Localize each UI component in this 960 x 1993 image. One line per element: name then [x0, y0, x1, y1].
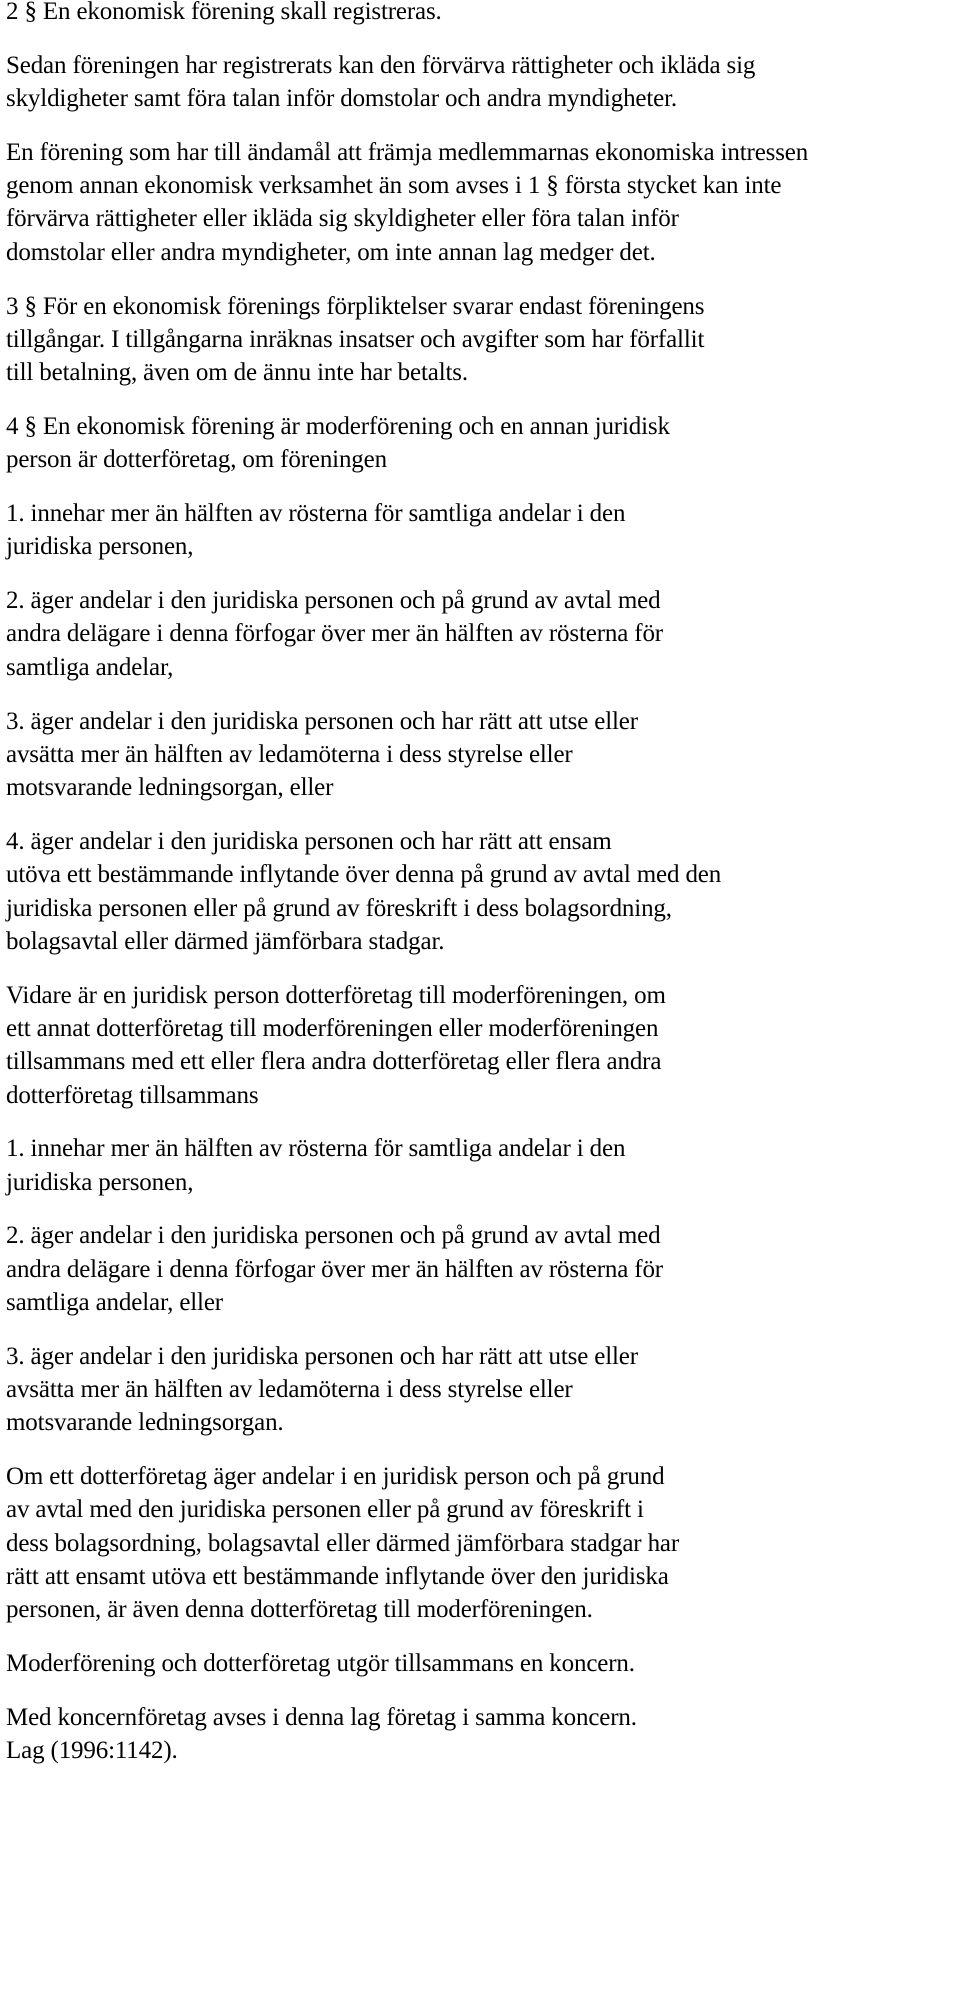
list-item-4: 4. äger andelar i den juridiska personen och har rätt att ensam utöva ett bestämmande inflytande över denna på grund av avtal med den juridiska personen eller på grund av föreskrift i dess bolagsordning, bolagsavtal eller därmed jämförbara stadgar. — [6, 827, 722, 955]
list-item-3-second: 3. äger andelar i den juridiska personen och har rätt att utse eller avsätta mer än hälften av ledamöterna i dess styrelse eller motsvarande ledningsorgan. — [6, 1342, 638, 1437]
paragraph-indirect-control: Om ett dotterföretag äger andelar i en juridisk person och på grund av avtal med den juridiska personen eller på grund av föreskrift i dess bolagsordning, bolagsavtal eller därmed jämförbara stadgar har rätt att ensamt utöva ett bestämmande inflytande över den juridiska personen, är även denna dotterföretag till moderföreningen. — [6, 1463, 680, 1624]
paragraph-other-activity: En förening som har till ändamål att främja medlemmarnas ekonomiska intressen genom annan ekonomisk verksamhet än som avses i 1 § första stycket kan inte förvärva rättigheter eller ikläda sig skyldigheter eller föra talan inför domstolar eller andra myndigheter, om inte annan lag medger det. — [6, 138, 809, 266]
list-item-2: 2. äger andelar i den juridiska personen och på grund av avtal med andra delägare i denna förfogar över mer än hälften av rösterna för samtliga andelar, — [6, 587, 663, 681]
list-item-1-second: 1. innehar mer än hälften av rösterna för samtliga andelar i den juridiska personen, — [6, 1135, 626, 1196]
list-item-3: 3. äger andelar i den juridiska personen och har rätt att utse eller avsätta mer än hälften av ledamöterna i dess styrelse eller motsvarande ledningsorgan, eller — [6, 707, 638, 802]
paragraph-section-3: 3 § För en ekonomisk förenings förpliktelser svarar endast föreningens tillgångar. I tillgångarna inräknas insatser och avgifter som har förfallit till betalning, även om de ännu inte har betalts. — [6, 292, 705, 387]
paragraph-registration-rights: Sedan föreningen har registrerats kan den förvärva rättigheter och ikläda sig skyldigheter samt föra talan inför domstolar och andra myndigheter. — [6, 51, 756, 113]
paragraph-group-companies: Med koncernföretag avses i denna lag företag i samma koncern. Lag (1996:1142). — [6, 1703, 637, 1765]
list-item-2-second: 2. äger andelar i den juridiska personen och på grund av avtal med andra delägare i denna förfogar över mer än hälften av rösterna för samtliga andelar, eller — [6, 1222, 663, 1316]
paragraph-section-2: 2 § En ekonomisk förening skall registreras. — [6, 0, 442, 25]
paragraph-subsidiary: Vidare är en juridisk person dotterföretag till moderföreningen, om ett annat dotterföretag till moderföreningen eller moderföreningen tillsammans med ett eller flera andra dotterföretag eller flera andra dotterföretag tillsammans — [6, 981, 666, 1109]
paragraph-group: Moderförening och dotterföretag utgör tillsammans en koncern. — [6, 1650, 635, 1678]
paragraph-section-4: 4 § En ekonomisk förening är moderförening och en annan juridisk person är dotterföretag, om föreningen — [6, 412, 670, 474]
list-item-1: 1. innehar mer än hälften av rösterna för samtliga andelar i den juridiska personen, — [6, 500, 626, 561]
